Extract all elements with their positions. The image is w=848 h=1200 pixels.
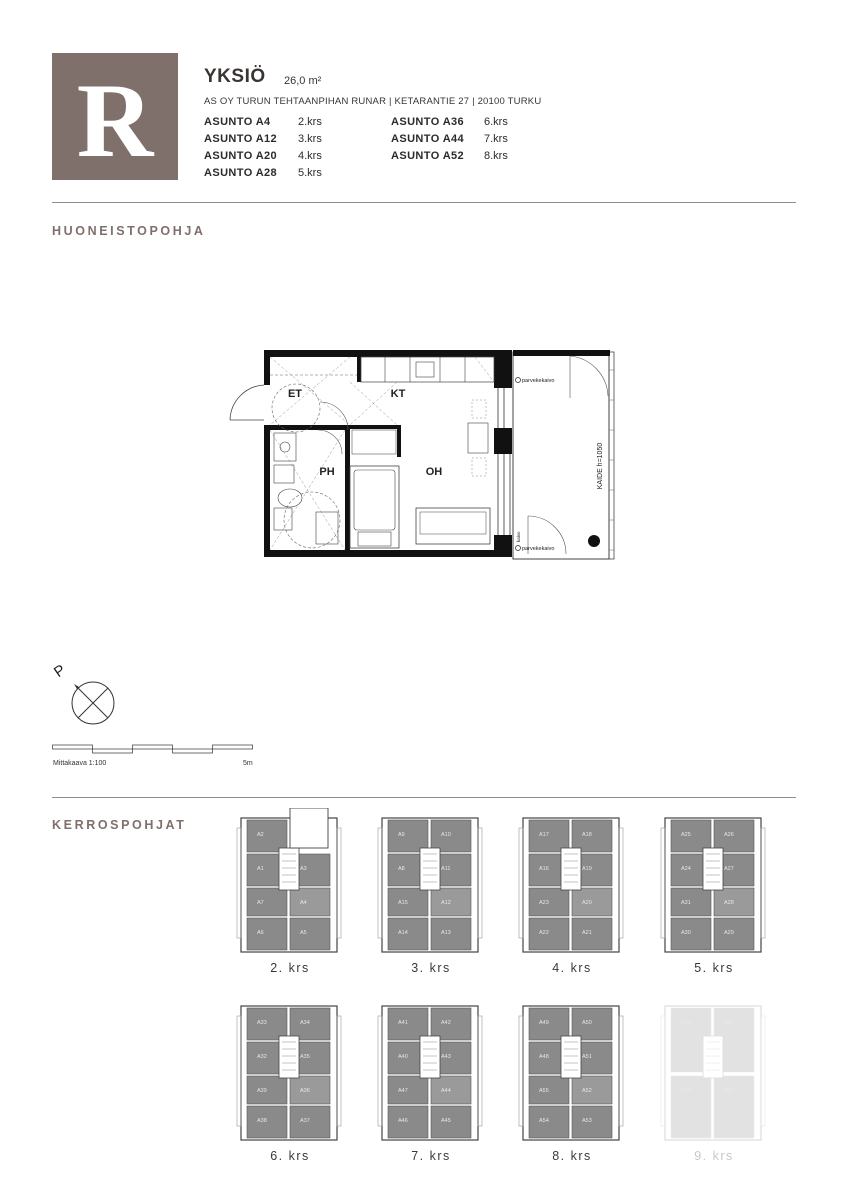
apartment-row	[204, 133, 322, 145]
unit-label: A14	[398, 930, 408, 936]
unit-label: A26	[724, 832, 734, 838]
logo-letter-r	[52, 53, 178, 180]
unit-label: A9	[398, 832, 405, 838]
balcony-drain-bottom: parvekekaivo	[522, 546, 555, 552]
unit-label: A44	[441, 1088, 451, 1094]
unit-label: A15	[398, 900, 408, 906]
unit-block	[247, 888, 287, 916]
unit-label: A22	[539, 930, 549, 936]
unit-block	[714, 820, 754, 852]
unit-label: A32	[257, 1054, 267, 1060]
apartment-floor: 4.krs	[298, 150, 322, 162]
stair-core	[420, 1036, 440, 1078]
unit-label: A40	[398, 1054, 408, 1060]
unit-block	[572, 1076, 612, 1104]
stair-core	[703, 848, 723, 890]
unit-label: A39	[257, 1088, 267, 1094]
apartment-row	[391, 150, 508, 162]
unit-label: A58	[681, 1088, 691, 1094]
stair-core	[561, 1036, 581, 1078]
unit-label: A27	[724, 866, 734, 872]
unit-block	[388, 1076, 428, 1104]
unit-block	[431, 888, 471, 916]
apartment-row	[391, 133, 508, 145]
unit-block	[671, 820, 711, 852]
unit-label: A4	[300, 900, 307, 906]
unit-block	[290, 1076, 330, 1104]
unit-label: A29	[724, 930, 734, 936]
unit-block	[572, 1106, 612, 1138]
unit-label: A47	[398, 1088, 408, 1094]
unit-block	[247, 1076, 287, 1104]
unit-label: A11	[441, 866, 451, 872]
balcony-railing-note: KAIDE h=1050	[597, 442, 604, 490]
floor-label: 4. krs	[552, 961, 592, 975]
scale-bar	[52, 742, 256, 756]
unit-label: A7	[257, 900, 264, 906]
unit-block	[388, 1008, 428, 1040]
apartment-row	[391, 116, 508, 128]
unit-label: A38	[257, 1118, 267, 1124]
unit-block	[431, 918, 471, 950]
floor-label: 8. krs	[552, 1149, 592, 1163]
apartment-name: ASUNTO A4	[204, 116, 271, 128]
balcony-drain-top: parvekekaivo	[522, 378, 555, 384]
room-label-ph: PH	[319, 466, 335, 478]
unit-label: A5	[300, 930, 307, 936]
apartment-floor: 2.krs	[298, 116, 322, 128]
apartment-floor: 6.krs	[484, 116, 508, 128]
apartment-name: ASUNTO A44	[391, 133, 465, 145]
floor-thumbnail	[374, 996, 488, 1146]
unit-block	[431, 1076, 471, 1104]
unit-label: A36	[300, 1088, 310, 1094]
compass-letter: P	[50, 661, 69, 682]
unit-block	[290, 918, 330, 950]
unit-block	[529, 1076, 569, 1104]
unit-label: A54	[539, 1118, 549, 1124]
apartment-floor: 3.krs	[298, 133, 322, 145]
unit-block	[247, 820, 287, 852]
unit-label: A1	[257, 866, 264, 872]
entrance-lobby	[290, 808, 328, 848]
unit-label: A57	[724, 1020, 734, 1026]
unit-block	[572, 918, 612, 950]
logo	[52, 53, 178, 180]
unit-label: A46	[398, 1118, 408, 1124]
section-title-floors: KERROSPOHJAT	[52, 818, 187, 832]
apartment-floor-plan	[220, 340, 630, 570]
unit-block	[714, 1076, 754, 1138]
unit-block	[529, 1106, 569, 1138]
stair-core	[703, 1036, 723, 1078]
unit-label: A6	[257, 930, 264, 936]
floor-thumbnail	[374, 808, 488, 958]
unit-label: A25	[681, 832, 691, 838]
unit-block	[572, 888, 612, 916]
unit-block	[247, 918, 287, 950]
apartment-row	[204, 167, 322, 179]
unit-block	[572, 820, 612, 852]
floor-thumbnail	[515, 808, 629, 958]
scale-end-label: 5m	[243, 760, 253, 767]
stair-core	[420, 848, 440, 890]
unit-label: A33	[257, 1020, 267, 1026]
unit-label: A55	[539, 1088, 549, 1094]
unit-block	[388, 820, 428, 852]
unit-label: A51	[582, 1054, 592, 1060]
apartment-name: ASUNTO A52	[391, 150, 465, 162]
unit-label: A34	[300, 1020, 310, 1026]
floor-label: 9. krs	[694, 1149, 734, 1163]
unit-label: A48	[539, 1054, 549, 1060]
unit-label: A23	[539, 900, 549, 906]
unit-block	[671, 918, 711, 950]
unit-block	[529, 918, 569, 950]
stair-core	[279, 848, 299, 890]
unit-block	[529, 820, 569, 852]
floor-label: 5. krs	[694, 961, 734, 975]
unit-label: A20	[582, 900, 592, 906]
section-divider	[52, 797, 796, 798]
unit-label: A2	[257, 832, 264, 838]
room-label-et: ET	[287, 388, 303, 400]
header-divider	[52, 202, 796, 203]
unit-label: A18	[582, 832, 592, 838]
unit-block	[431, 1106, 471, 1138]
unit-label: A17	[539, 832, 549, 838]
apartment-row	[204, 116, 322, 128]
unit-label: A50	[582, 1020, 592, 1026]
apartment-floor: 8.krs	[484, 150, 508, 162]
apartment-type-title: YKSIÖ	[204, 66, 266, 87]
floor-thumbnail	[657, 996, 771, 1146]
unit-label: A8	[398, 866, 405, 872]
unit-label: A13	[441, 930, 451, 936]
unit-label: A12	[441, 900, 451, 906]
stair-core	[279, 1036, 299, 1078]
unit-label: A49	[539, 1020, 549, 1026]
drain-label-small: kaivo	[516, 531, 521, 542]
unit-label: A53	[582, 1118, 592, 1124]
unit-block	[388, 1106, 428, 1138]
unit-block	[431, 1008, 471, 1040]
room-label-kt: KT	[390, 388, 406, 400]
unit-label: A21	[582, 930, 592, 936]
unit-block	[714, 888, 754, 916]
unit-label: A30	[681, 930, 691, 936]
unit-label: A35	[300, 1054, 310, 1060]
unit-block	[290, 888, 330, 916]
unit-label: A31	[681, 900, 691, 906]
stair-core	[561, 848, 581, 890]
unit-label: A59	[724, 1088, 734, 1094]
unit-block	[431, 820, 471, 852]
building-address: AS OY TURUN TEHTAANPIHAN RUNAR | KETARANTIE 27 | 20100 TURKU	[204, 96, 542, 107]
unit-label: A45	[441, 1118, 451, 1124]
unit-block	[290, 1106, 330, 1138]
room-label-oh: OH	[425, 466, 443, 478]
apartment-floor: 7.krs	[484, 133, 508, 145]
floor-label: 3. krs	[411, 961, 451, 975]
unit-label: A56	[681, 1020, 691, 1026]
apartment-area: 26,0 m²	[284, 75, 322, 87]
unit-block	[714, 918, 754, 950]
floor-thumbnail	[233, 808, 347, 958]
svg-text:R: R	[76, 62, 154, 179]
unit-label: A28	[724, 900, 734, 906]
unit-block	[247, 1106, 287, 1138]
scale-label: Mittakaava 1:100	[53, 760, 107, 767]
apartment-floor: 5.krs	[298, 167, 322, 179]
unit-label: A42	[441, 1020, 451, 1026]
unit-block	[529, 1008, 569, 1040]
apartment-row	[204, 150, 322, 162]
apartment-name: ASUNTO A36	[391, 116, 465, 128]
unit-block	[671, 888, 711, 916]
apartment-name: ASUNTO A28	[204, 167, 278, 179]
section-title-plan: HUONEISTOPOHJA	[52, 224, 206, 238]
unit-block	[671, 1076, 711, 1138]
floor-label: 7. krs	[411, 1149, 451, 1163]
floor-thumbnail	[515, 996, 629, 1146]
unit-block	[572, 1008, 612, 1040]
unit-block	[529, 888, 569, 916]
floor-label: 2. krs	[270, 961, 310, 975]
floor-thumbnail	[657, 808, 771, 958]
unit-block	[290, 1008, 330, 1040]
unit-label: A37	[300, 1118, 310, 1124]
unit-block	[247, 1008, 287, 1040]
unit-label: A3	[300, 866, 307, 872]
unit-label: A19	[582, 866, 592, 872]
apartment-name: ASUNTO A12	[204, 133, 278, 145]
unit-label: A43	[441, 1054, 451, 1060]
unit-block	[388, 918, 428, 950]
unit-label: A10	[441, 832, 451, 838]
unit-label: A41	[398, 1020, 408, 1026]
floor-thumbnail	[233, 996, 347, 1146]
floor-label: 6. krs	[270, 1149, 310, 1163]
apartment-name: ASUNTO A20	[204, 150, 278, 162]
north-compass	[44, 654, 134, 734]
unit-label: A52	[582, 1088, 592, 1094]
unit-block	[388, 888, 428, 916]
unit-label: A16	[539, 866, 549, 872]
unit-label: A24	[681, 866, 691, 872]
